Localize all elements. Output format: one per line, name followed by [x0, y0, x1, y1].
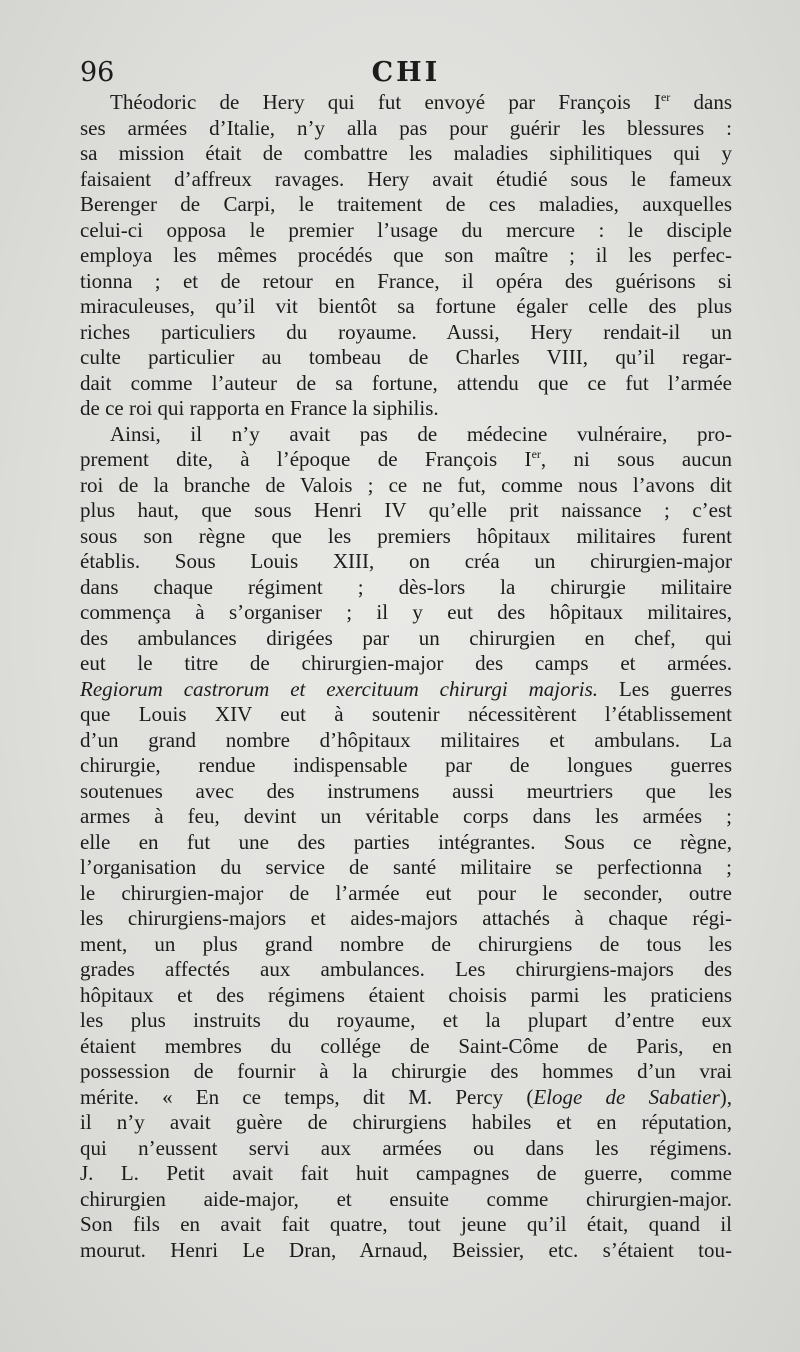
line-text: le chirurgien-major de l’armée eut pour le seconder, outre — [80, 880, 732, 905]
superscript: er — [531, 447, 541, 461]
line-text: mourut. Henri Le Dran, Arnaud, Beissier, etc. s’étaient tou- — [80, 1237, 732, 1262]
text-line — [80, 243, 732, 269]
text-line — [80, 575, 732, 601]
line-text: J. L. Petit avait fait huit campagnes de guerre, comme — [80, 1161, 732, 1185]
text-line — [80, 804, 732, 830]
line-text: de ce roi qui rapporta en France la siphilis. — [80, 396, 439, 420]
line-text: l’organisation du service de santé militaire se perfectionna ; — [80, 855, 732, 879]
line-text: culte particulier au tombeau de Charles VIII, qu’il regar- — [80, 345, 732, 369]
text-line — [80, 447, 732, 473]
text-line — [80, 473, 732, 499]
text-line — [80, 1136, 732, 1162]
line-text: armes à feu, devint un véritable corps dans les armées ; — [80, 804, 732, 828]
text-line — [80, 932, 732, 958]
line-text: plus haut, que sous Henri IV qu’elle prit naissance ; c’est — [80, 498, 732, 522]
line-text: commença à s’organiser ; il y eut des hôpitaux militaires, — [80, 600, 732, 624]
text-line — [80, 116, 732, 142]
line-text: employa les mêmes procédés que son maître ; il les perfec- — [80, 243, 732, 267]
text-line — [80, 1212, 732, 1238]
line-text: mérite. « En ce temps, dit M. Percy ( — [80, 1084, 534, 1109]
line-text-tail: ), — [719, 1084, 732, 1109]
text-line — [80, 1034, 732, 1060]
line-text: des ambulances dirigées par un chirurgien en chef, qui — [80, 625, 732, 650]
text-line — [80, 702, 732, 728]
text-line — [80, 651, 732, 677]
line-text: Berenger de Carpi, le traitement de ces maladies, auxquelles — [80, 192, 732, 216]
line-text: sous son règne que les premiers hôpitaux militaires furent — [80, 523, 732, 548]
line-text: ses armées d’Italie, n’y alla pas pour guérir les blessures : — [80, 115, 732, 140]
line-text-tail: dans — [670, 90, 732, 114]
line-text: eut le titre de chirurgien-major des camps et armées. — [80, 651, 732, 675]
line-text: roi de la branche de Valois ; ce ne fut, comme nous l’avons dit — [80, 472, 732, 497]
text-line — [80, 626, 732, 652]
text-line — [80, 167, 732, 193]
text-line — [80, 294, 732, 320]
line-text: établis. Sous Louis XIII, on créa un chirurgien-major — [80, 549, 732, 573]
text-line — [80, 1238, 732, 1264]
line-text: chirurgien aide-major, et ensuite comme chirurgien-major. — [80, 1186, 732, 1211]
text-line — [80, 396, 732, 422]
line-text: riches particuliers du royaume. Aussi, Hery rendait-il un — [80, 319, 732, 344]
text-line — [80, 1059, 732, 1085]
text-line — [80, 881, 732, 907]
line-text: qui n’eussent servi aux armées ou dans les régimens. — [80, 1135, 732, 1160]
text-line — [80, 192, 732, 218]
text-line — [80, 1187, 732, 1213]
line-text: les plus instruits du royaume, et la plupart d’entre eux — [80, 1008, 732, 1032]
text-line — [80, 269, 732, 295]
line-text: faisaient d’affreux ravages. Hery avait étudié sous le fameux — [80, 166, 732, 191]
body-text — [80, 90, 732, 1263]
text-line — [80, 677, 732, 703]
italic-text: Eloge de Sabatier — [533, 1084, 720, 1109]
text-line — [80, 549, 732, 575]
text-line — [80, 524, 732, 550]
text-line — [80, 141, 732, 167]
text-line — [80, 983, 732, 1009]
text-line — [80, 1161, 732, 1187]
text-line — [80, 728, 732, 754]
text-line — [80, 1110, 732, 1136]
text-line — [80, 753, 732, 779]
line-text: Théodoric de Hery qui fut envoyé par François I — [110, 90, 661, 114]
text-line — [80, 90, 732, 116]
page-header — [80, 56, 732, 90]
line-text: il n’y avait guère de chirurgiens habiles et en réputation, — [80, 1110, 732, 1134]
text-line — [80, 855, 732, 881]
line-text: possession de fournir à la chirurgie des hommes d’un vrai — [80, 1059, 732, 1083]
text-line — [80, 498, 732, 524]
italic-text: Regiorum castrorum et exercituum chirurgi majoris. — [80, 676, 599, 701]
line-text: ment, un plus grand nombre de chirurgiens de tous les — [80, 931, 732, 956]
line-text-tail: Les guerres — [598, 676, 732, 701]
line-text: sa mission était de combattre les maladies siphilitiques qui y — [80, 141, 732, 165]
text-line — [80, 422, 732, 448]
text-line — [80, 957, 732, 983]
text-line — [80, 371, 732, 397]
line-text: que Louis XIV eut à soutenir nécessitèrent l’établissement — [80, 702, 732, 726]
line-text: dait comme l’auteur de sa fortune, attendu que ce fut l’armée — [80, 370, 732, 395]
text-line — [80, 218, 732, 244]
line-text: dans chaque régiment ; dès-lors la chirurgie militaire — [80, 574, 732, 599]
text-line — [80, 1085, 732, 1111]
line-text: chirurgie, rendue indispensable par de longues guerres — [80, 753, 732, 777]
line-text: miraculeuses, qu’il vit bientôt sa fortune égaler celle des plus — [80, 294, 732, 318]
line-text: étaient membres du collége de Saint-Côme de Paris, en — [80, 1033, 732, 1058]
line-text: grades affectés aux ambulances. Les chirurgiens-majors des — [80, 957, 732, 981]
text-line — [80, 345, 732, 371]
line-text: hôpitaux et des régimens étaient choisis parmi les praticiens — [80, 982, 732, 1007]
line-text: elle en fut une des parties intégrantes. Sous ce règne, — [80, 829, 732, 854]
line-text: les chirurgiens-majors et aides-majors attachés à chaque régi- — [80, 906, 732, 930]
text-line — [80, 830, 732, 856]
line-text: tionna ; et de retour en France, il opéra des guérisons si — [80, 268, 732, 293]
line-text: d’un grand nombre d’hôpitaux militaires et ambulans. La — [80, 727, 732, 752]
line-text: soutenues avec des instrumens aussi meurtriers que les — [80, 778, 732, 803]
line-text: Son fils en avait fait quatre, tout jeune qu’il était, quand il — [80, 1212, 732, 1236]
text-line — [80, 1008, 732, 1034]
line-text-tail: , ni sous aucun — [540, 447, 733, 471]
line-text: Ainsi, il n’y avait pas de médecine vulnéraire, pro- — [110, 421, 732, 446]
line-text: prement dite, à l’époque de François I — [80, 447, 532, 471]
text-line — [80, 600, 732, 626]
text-line — [80, 320, 732, 346]
superscript: er — [660, 90, 671, 104]
text-line — [80, 906, 732, 932]
line-text: celui-ci opposa le premier l’usage du mercure : le disciple — [80, 217, 732, 242]
running-head: CHI — [371, 57, 441, 88]
text-line — [80, 779, 732, 805]
page-number: 96 — [80, 57, 115, 88]
